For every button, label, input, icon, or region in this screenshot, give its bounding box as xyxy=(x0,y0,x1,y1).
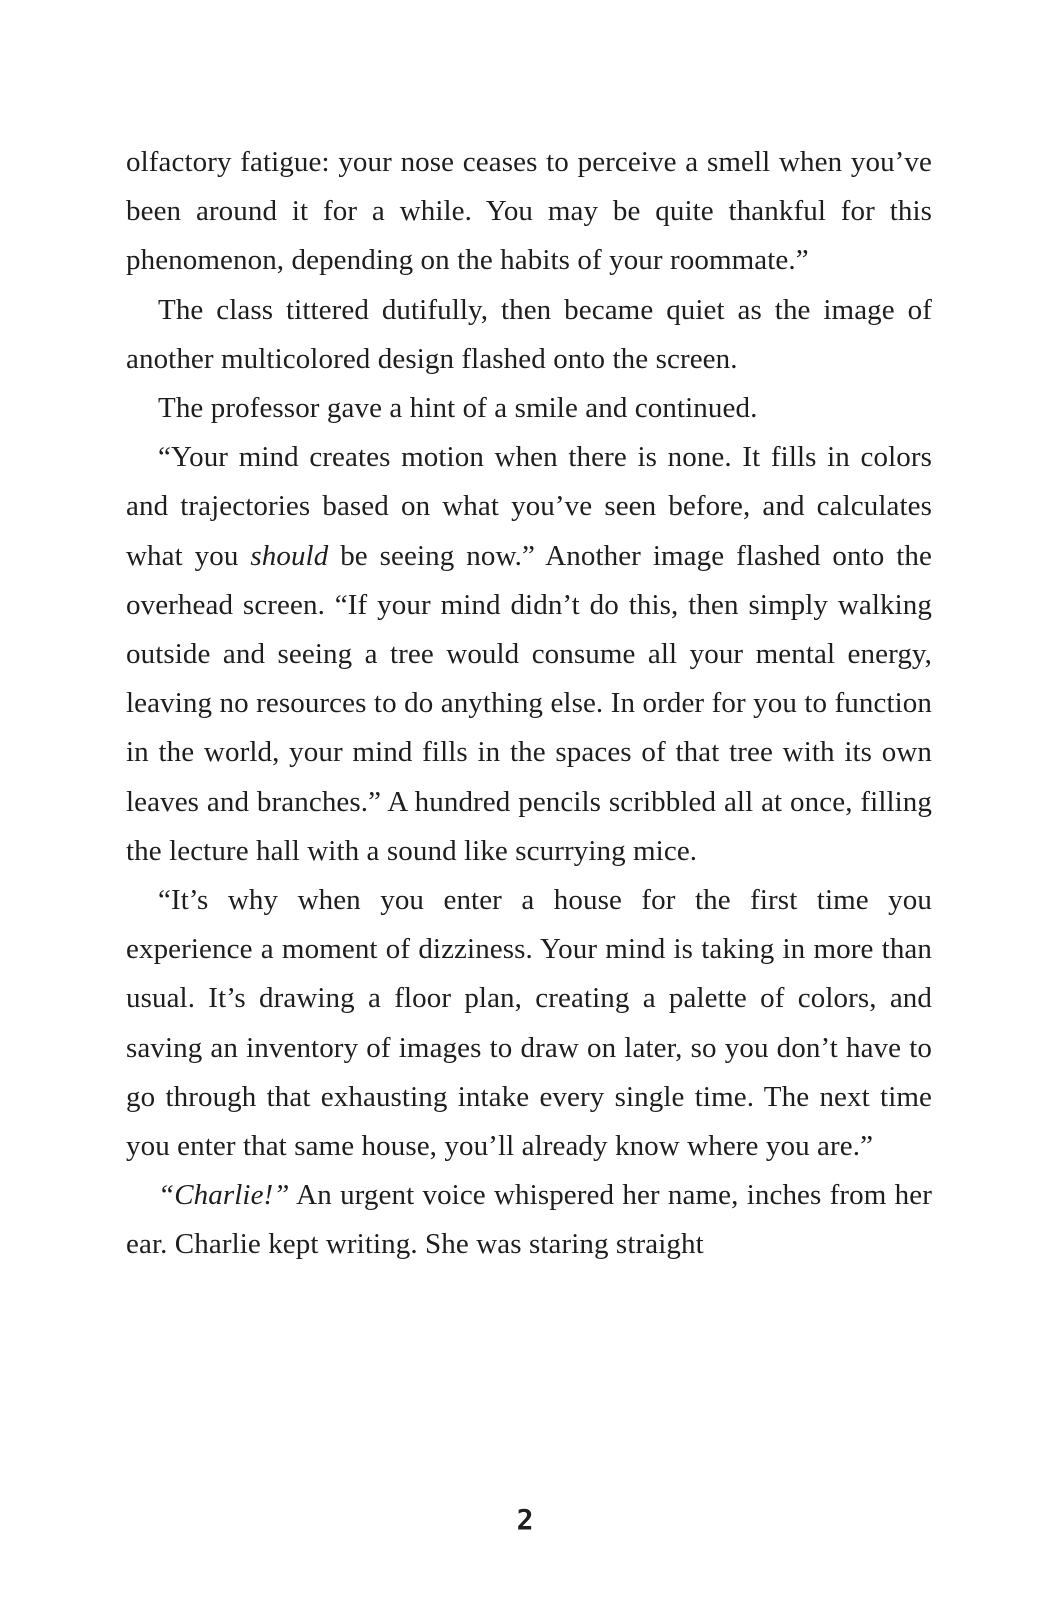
body-text xyxy=(126,138,932,1270)
paragraph-2 xyxy=(126,286,932,384)
paragraph-1 xyxy=(126,138,932,286)
paragraph-3 xyxy=(126,384,932,433)
paragraph-4-text-a: “Your mind creates motion when there is none. It fills in colors and trajectories based on what you’ve seen before, and calculates what you xyxy=(126,441,932,572)
paragraph-6-emphasis: “Charlie!” xyxy=(158,1179,290,1212)
paragraph-5-text: “It’s why when you enter a house for the first time you experience a moment of dizziness. Your mind is taking in more than usual. It’s drawing a floor plan, creating a palette of colors, and saving an inventory of images to draw on later, so you don’t have to go through that exhausting intake every single time. The next time you enter that same house, you’ll already know where you are.” xyxy=(126,884,932,1163)
paragraph-5 xyxy=(126,876,932,1171)
paragraph-1-text: olfactory fatigue: your nose ceases to perceive a smell when you’ve been around it for a while. You may be quite thankful for this phenomenon, depending on the habits of your roommate.” xyxy=(126,146,932,277)
paragraph-2-text: The class tittered dutifully, then became quiet as the image of another multicolored design flashed onto the screen. xyxy=(126,293,932,375)
paragraph-4 xyxy=(126,433,932,876)
paragraph-6-text: An urgent voice whispered her name, inches from her ear. Charlie kept writing. She was staring straight xyxy=(126,1179,932,1261)
paragraph-4-emphasis: should xyxy=(250,539,329,572)
paragraph-4-text-b: be seeing now.” Another image flashed onto the overhead screen. “If your mind didn’t do this, then simply walking outside and seeing a tree would consume all your mental energy, leaving no resources to do anything else. In order for you to function in the world, your mind fills in the spaces of that tree with its own leaves and branches.” A hundred pencils scribbled all at once, filling the lecture hall with a sound like scurrying mice. xyxy=(126,539,932,867)
paragraph-3-text: The professor gave a hint of a smile and continued. xyxy=(158,392,758,425)
page-number: 2 xyxy=(516,1503,534,1536)
paragraph-6 xyxy=(126,1171,932,1269)
